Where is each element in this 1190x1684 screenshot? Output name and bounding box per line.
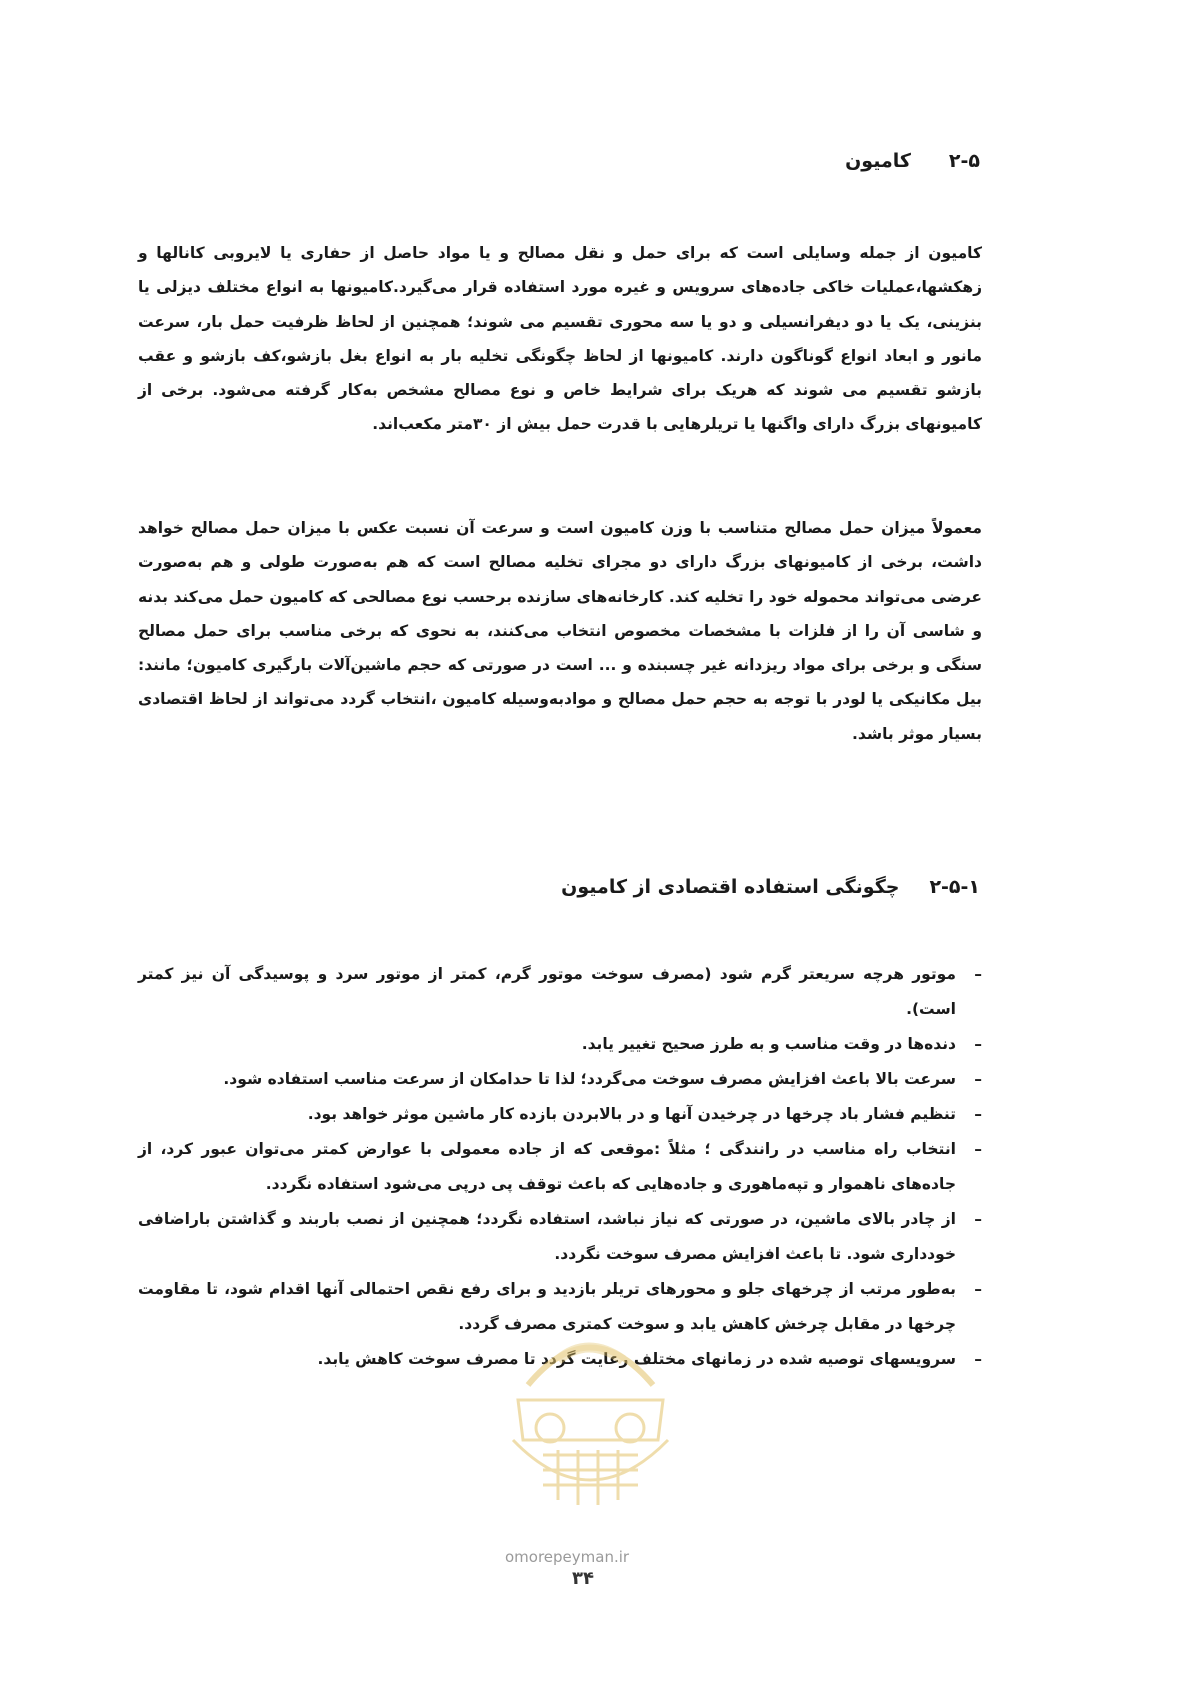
- list-item: [138, 1027, 982, 1062]
- list-item: [138, 957, 982, 1027]
- section-title: کامیون: [845, 150, 911, 172]
- bullet-dash: –: [974, 1035, 982, 1053]
- list-item: [138, 1062, 982, 1097]
- paragraph-1: [138, 236, 982, 442]
- list-item-text: انتخاب راه مناسب در رانندگی ؛ مثلاً :موقعی که از جاده معمولی با عوارض کمتر می‌توان عبور کرد، از جاده‌های ناهموار و تپه‌ماهوری و جاده‌هایی که باعث توقف پی درپی می‌شود استفاده نگردد.: [138, 1140, 956, 1193]
- bullet-dash: –: [974, 1210, 982, 1228]
- bullet-dash: –: [974, 1070, 982, 1088]
- paragraph-2: [138, 511, 982, 751]
- bullet-dash: –: [974, 965, 982, 983]
- list-item: [138, 1132, 982, 1202]
- list-item-text: موتور هرچه سریعتر گرم شود (مصرف سوخت موتور گرم، کمتر از موتور سرد و پوسیدگی آن نیز کمتر است).: [138, 965, 956, 1018]
- paragraph-text: کامیون از جمله وسایلی است که برای حمل و نقل مصالح و یا مواد حاصل از حفاری یا لایروبی کانالها و زهکشها،عملیات خاکی جاده‌های سرویس و غیره مورد استفاده قرار می‌گیرد.کامیونها به انواع مختلف دیزلی یا بنزینی، یک یا دو دیفرانسیلی و دو یا سه محوری تقسیم می شوند؛ همچنین از لحاظ ظرفیت حمل بار، سرعت مانور و ابعاد انواع گوناگون دارند. کامیونها از لحاظ چگونگی تخلیه بار به انواع بغل بازشو،کف بازشو و عقب بازشو تقسیم می شوند که هریک برای شرایط خاص و نوع مصالح مشخص به‌کار گرفته می‌شود. برخی از کامیونهای بزرگ دارای واگنها یا تریلرهایی با قدرت حمل بیش از ۳۰متر مکعب‌اند.: [138, 244, 982, 434]
- section-heading: [845, 150, 980, 172]
- section-number: ۲-۵: [948, 150, 980, 172]
- watermark-url: omorepeyman.ir: [505, 1548, 630, 1566]
- subsection-number: ۲-۵-۱: [929, 876, 980, 898]
- bullet-dash: –: [974, 1280, 982, 1298]
- list-item: [138, 1097, 982, 1132]
- subsection-title: چگونگی استفاده اقتصادی از کامیون: [561, 876, 900, 898]
- bullet-dash: –: [974, 1140, 982, 1158]
- list-item-text: سرعت بالا باعث افزایش مصرف سوخت می‌گردد؛ لذا تا حدامکان از سرعت مناسب استفاده شود.: [223, 1070, 956, 1088]
- list-item: [138, 1202, 982, 1272]
- list-item-text: دنده‌ها در وقت مناسب و به طرز صحیح تغییر یابد.: [581, 1035, 956, 1053]
- list-item-text: تنظیم فشار باد چرخها در چرخیدن آنها و در بالابردن بازده کار ماشین موثر خواهد بود.: [307, 1105, 956, 1123]
- paragraph-text: معمولاً میزان حمل مصالح متناسب با وزن کامیون است و سرعت آن نسبت عکس با میزان حمل مصالح خواهد داشت، برخی از کامیونهای بزرگ دارای دو مجرای تخلیه مصالح است که هم به‌صورت طولی و هم به‌صورت عرضی می‌تواند محموله خود را تخلیه کند. کارخانه‌های سازنده برحسب نوع مصالحی که کامیون حمل می‌کند بدنه و شاسی آن را از فلزات با مشخصات مخصوص انتخاب می‌کنند، به نحوی که برخی مناسب برای حمل مصالح سنگی و برخی برای مواد ریزدانه غیر چسبنده و ... است در صورتی که حجم ماشین‌آلات بارگیری کامیون؛ مانند: بیل مکانیکی یا لودر با توجه به حجم حمل مصالح و موادبه‌وسیله کامیون ،انتخاب گردد می‌تواند از لحاظ اقتصادی بسیار موثر باشد.: [138, 519, 982, 743]
- list-item-text: به‌طور مرتب از چرخهای جلو و محورهای تریلر بازدید و برای رفع نقص احتمالی آنها اقدام شود، تا مقاومت چرخها در مقابل چرخش کاهش یابد و سوخت کمتری مصرف گردد.: [138, 1280, 956, 1333]
- bullet-dash: –: [974, 1350, 982, 1368]
- bullet-dash: –: [974, 1105, 982, 1123]
- list-item-text: سرویسهای توصیه شده در زمانهای مختلف رعایت گردد تا مصرف سوخت کاهش یابد.: [317, 1350, 956, 1368]
- watermark-logo-icon: [488, 1290, 693, 1535]
- subsection-heading: [561, 876, 980, 898]
- list-item-text: از چادر بالای ماشین، در صورتی که نیاز نباشد، استفاده نگردد؛ همچنین از نصب باربند و گذاشتن باراضافی خودداری شود. تا باعث افزایش مصرف سوخت نگردد.: [138, 1210, 956, 1263]
- page-number: ۳۴: [572, 1568, 594, 1589]
